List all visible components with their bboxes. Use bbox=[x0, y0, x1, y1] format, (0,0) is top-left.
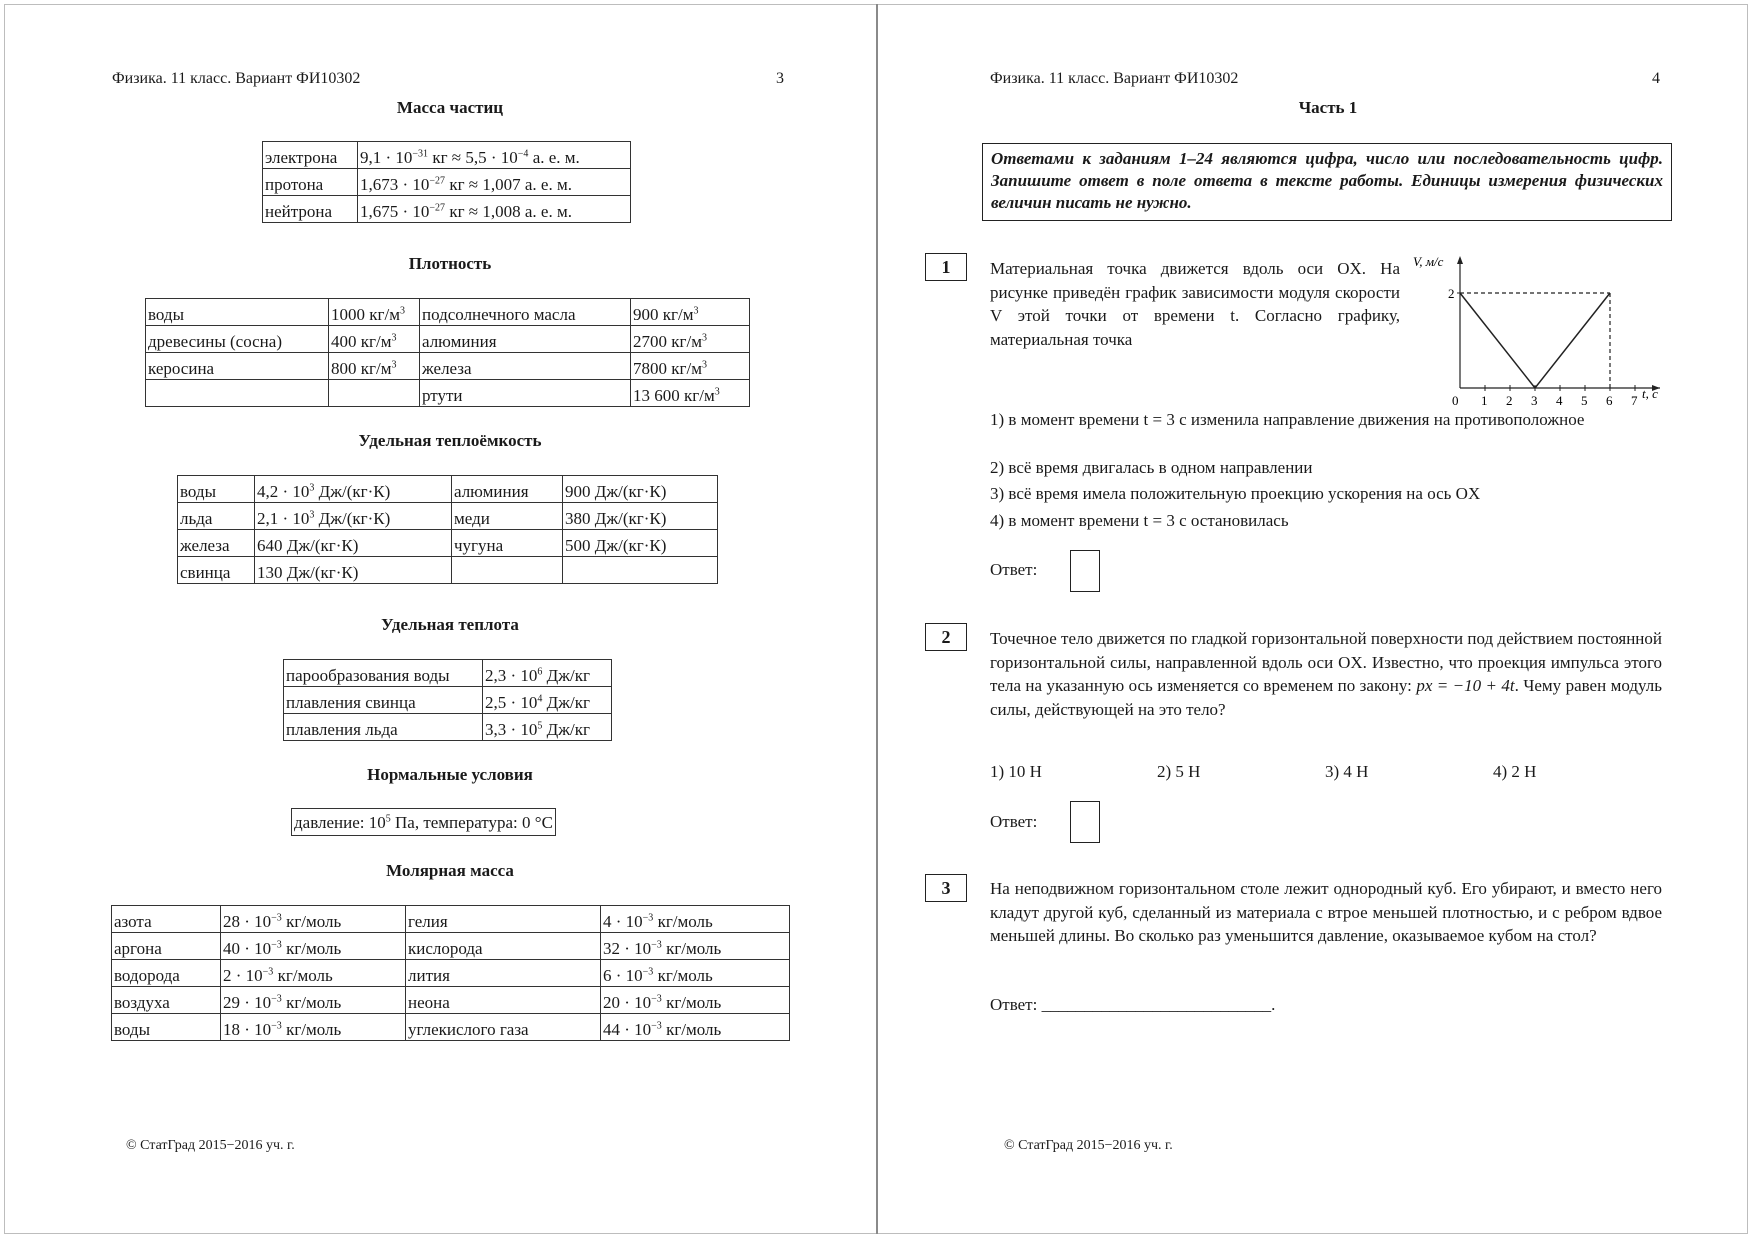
velocity-segment bbox=[1460, 293, 1535, 388]
table-cell: $18 \cdot 10^{-3}$ кг/моль bbox=[221, 1014, 406, 1041]
molar-title: Молярная масса bbox=[386, 861, 514, 880]
table-cell: плавления свинца bbox=[284, 687, 483, 714]
table-cell: 130 Дж/(кг·К) bbox=[255, 557, 452, 584]
mass-value: $1,675 \cdot 10^{-27}$ кг ≈ 1,008 а. е. м. bbox=[358, 196, 631, 223]
table-cell: азота bbox=[112, 906, 221, 933]
table-cell: $28 \cdot 10^{-3}$ кг/моль bbox=[221, 906, 406, 933]
q1-option-4: 4) в момент времени t = 3 с остановилась bbox=[990, 511, 1289, 530]
table-cell: парообразования воды bbox=[284, 660, 483, 687]
table-row bbox=[112, 987, 790, 1014]
table-row bbox=[146, 326, 750, 353]
table-cell: воздуха bbox=[112, 987, 221, 1014]
question-number-2: 2 bbox=[925, 623, 967, 651]
right-footer: © СтатГрад 2015−2016 уч. г. bbox=[1004, 1138, 1173, 1153]
q1-answer-label: Ответ: bbox=[990, 560, 1038, 579]
impulse-formula: px = −10 + 4t bbox=[1416, 676, 1515, 695]
right-page-number: 4 bbox=[1652, 70, 1660, 87]
table-cell: $6 \cdot 10^{-3}$ кг/моль bbox=[601, 960, 790, 987]
table-cell bbox=[563, 557, 718, 584]
table-row bbox=[146, 353, 750, 380]
q2-answer-label: Ответ: bbox=[990, 812, 1038, 831]
table-cell: водорода bbox=[112, 960, 221, 987]
x-tick-label: 6 bbox=[1606, 393, 1613, 408]
table-cell: свинца bbox=[178, 557, 255, 584]
table-cell: аргона bbox=[112, 933, 221, 960]
table-cell: $2 \cdot 10^{-3}$ кг/моль bbox=[221, 960, 406, 987]
table-cell: $40 \cdot 10^{-3}$ кг/моль bbox=[221, 933, 406, 960]
table-cell: $3,3 \cdot 10^5$ Дж/кг bbox=[483, 714, 612, 741]
mass-name: нейтрона bbox=[263, 196, 358, 223]
instruction-box: Ответами к заданиям 1–24 являются цифра, число или последовательность цифр. Запишите ответ в поле ответа в тексте работы. Единицы измерения физических величин писать не нужно. bbox=[982, 143, 1672, 221]
specific-heat-title: Удельная теплота bbox=[381, 615, 519, 634]
part-title: Часть 1 bbox=[1298, 98, 1358, 117]
table-cell: 900 Дж/(кг·К) bbox=[563, 476, 718, 503]
table-row bbox=[112, 933, 790, 960]
specific-heat-table bbox=[283, 659, 612, 741]
velocity-series bbox=[1460, 293, 1610, 388]
density-title: Плотность bbox=[408, 254, 492, 273]
mass-title: Масса частиц bbox=[396, 98, 504, 117]
heat-capacity-title: Удельная теплоёмкость bbox=[358, 431, 542, 450]
normal-title: Нормальные условия bbox=[367, 765, 533, 784]
table-cell: железа bbox=[178, 530, 255, 557]
question-2-text: Точечное тело движется по гладкой горизонтальной поверхности под действием постоянной горизонтальной силы, направленной вдоль оси OX. Известно, что проекция импульса этого тела на указанную ось изменяется со временем по закону: px = −10 + 4t. Чему равен модуль силы, действующей на это тело? bbox=[990, 629, 1663, 719]
table-row bbox=[178, 503, 718, 530]
table-row bbox=[112, 1014, 790, 1041]
table-cell: подсолнечного масла bbox=[420, 299, 631, 326]
table-cell: 900 $кг/м^3$ bbox=[631, 299, 750, 326]
table-cell: $4 \cdot 10^{-3}$ кг/моль bbox=[601, 906, 790, 933]
x-tick-label: 5 bbox=[1581, 393, 1588, 408]
table-cell: древесины (сосна) bbox=[146, 326, 329, 353]
table-cell: $4,2 \cdot 10^3$ Дж/(кг·К) bbox=[255, 476, 452, 503]
right-header: Физика. 11 класс. Вариант ФИ10302 bbox=[990, 70, 1239, 87]
table-cell: 400 $кг/м^3$ bbox=[329, 326, 420, 353]
mass-value: $1,673 \cdot 10^{-27}$ кг ≈ 1,007 а. е. м. bbox=[358, 169, 631, 196]
left-page-number: 3 bbox=[776, 70, 784, 87]
q1-option-1: 1) в момент времени t = 3 с изменила направление движения на противоположное bbox=[990, 410, 1585, 429]
table-cell: 500 Дж/(кг·К) bbox=[563, 530, 718, 557]
question-3-text: На неподвижном горизонтальном столе лежит однородный куб. Его убирают, и вместо него кладут другой куб, сделанный из материала с втрое меньшей плотностью, и с ребром вдвое меньшей длины. Во сколько раз уменьшится давление, оказываемое кубом на стол? bbox=[990, 879, 1662, 945]
table-cell: 13 600 $кг/м^3$ bbox=[631, 380, 750, 407]
y-axis-arrow bbox=[1457, 256, 1463, 264]
question-number-3: 3 bbox=[925, 874, 967, 902]
table-row bbox=[112, 906, 790, 933]
question-1-text: Материальная точка движется вдоль оси OX. На рисунке приведён график зависимости модуля скорости V этой точки от времени t. Согласно графику, материальная точка bbox=[990, 259, 1400, 349]
table-row bbox=[284, 714, 612, 741]
x-tick-label: 4 bbox=[1556, 393, 1563, 408]
table-cell bbox=[452, 557, 563, 584]
table-cell: плавления льда bbox=[284, 714, 483, 741]
table-cell: $44 \cdot 10^{-3}$ кг/моль bbox=[601, 1014, 790, 1041]
q2-answer-box[interactable] bbox=[1070, 801, 1100, 843]
table-cell: кислорода bbox=[406, 933, 601, 960]
table-cell: 640 Дж/(кг·К) bbox=[255, 530, 452, 557]
q2-option-3: 3) 4 Н bbox=[1325, 762, 1369, 781]
table-cell: керосина bbox=[146, 353, 329, 380]
table-cell: 1000 $кг/м^3$ bbox=[329, 299, 420, 326]
table-cell: алюминия bbox=[452, 476, 563, 503]
table-cell: чугуна bbox=[452, 530, 563, 557]
q2-option-2: 2) 5 Н bbox=[1157, 762, 1201, 781]
table-cell: льда bbox=[178, 503, 255, 530]
question-number-1: 1 bbox=[925, 253, 967, 281]
x-tick-label: 2 bbox=[1506, 393, 1513, 408]
table-cell: 800 $кг/м^3$ bbox=[329, 353, 420, 380]
table-cell: $2,5 \cdot 10^4$ Дж/кг bbox=[483, 687, 612, 714]
table-cell: лития bbox=[406, 960, 601, 987]
table-row bbox=[284, 687, 612, 714]
table-cell: ртути bbox=[420, 380, 631, 407]
left-header: Физика. 11 класс. Вариант ФИ10302 bbox=[112, 70, 361, 87]
table-cell: 7800 $кг/м^3$ bbox=[631, 353, 750, 380]
table-row bbox=[178, 476, 718, 503]
mass-table bbox=[262, 141, 631, 223]
x-tick-label: 7 bbox=[1631, 393, 1638, 408]
chart-ticks bbox=[1448, 286, 1638, 408]
molar-table bbox=[111, 905, 790, 1041]
table-cell: алюминия bbox=[420, 326, 631, 353]
table-cell: 380 Дж/(кг·К) bbox=[563, 503, 718, 530]
table-cell: $20 \cdot 10^{-3}$ кг/моль bbox=[601, 987, 790, 1014]
table-cell: гелия bbox=[406, 906, 601, 933]
x-tick-label: 1 bbox=[1481, 393, 1488, 408]
velocity-chart bbox=[1410, 250, 1670, 410]
table-cell: 2700 $кг/м^3$ bbox=[631, 326, 750, 353]
q1-answer-box[interactable] bbox=[1070, 550, 1100, 592]
mass-value: $9,1 \cdot 10^{-31}$ кг ≈ $5,5 \cdot 10^{-4}$ а. е. м. bbox=[358, 142, 631, 169]
table-row bbox=[263, 169, 631, 196]
table-row bbox=[263, 196, 631, 223]
table-row bbox=[112, 960, 790, 987]
q3-answer-line[interactable]: Ответ: ___________________________. bbox=[990, 995, 1276, 1014]
table-row bbox=[284, 660, 612, 687]
table-cell: меди bbox=[452, 503, 563, 530]
table-cell: $29 \cdot 10^{-3}$ кг/моль bbox=[221, 987, 406, 1014]
q1-option-3: 3) всё время имела положительную проекцию ускорения на ось OX bbox=[990, 484, 1481, 503]
mass-name: протона bbox=[263, 169, 358, 196]
normal-conditions-box: давление: $10^5$ Па, температура: 0 °С bbox=[291, 808, 556, 836]
q1-option-2: 2) всё время двигалась в одном направлении bbox=[990, 458, 1313, 477]
q2-option-1: 1) 10 Н bbox=[990, 762, 1042, 781]
table-cell bbox=[146, 380, 329, 407]
x-axis-label: t, c bbox=[1642, 386, 1658, 401]
table-cell: углекислого газа bbox=[406, 1014, 601, 1041]
table-cell: воды bbox=[112, 1014, 221, 1041]
y-axis-label: V, м/с bbox=[1413, 254, 1444, 269]
table-cell: воды bbox=[146, 299, 329, 326]
q2-option-4: 4) 2 Н bbox=[1493, 762, 1537, 781]
table-cell: $32 \cdot 10^{-3}$ кг/моль bbox=[601, 933, 790, 960]
table-cell: $2,1 \cdot 10^3$ Дж/(кг·К) bbox=[255, 503, 452, 530]
heat-capacity-table bbox=[177, 475, 718, 584]
table-row bbox=[178, 557, 718, 584]
table-cell: $2,3 \cdot 10^6$ Дж/кг bbox=[483, 660, 612, 687]
x-tick-label: 3 bbox=[1531, 393, 1538, 408]
density-table bbox=[145, 298, 750, 407]
velocity-segment bbox=[1535, 293, 1610, 388]
y-tick-label: 2 bbox=[1448, 286, 1455, 301]
table-cell bbox=[329, 380, 420, 407]
table-row bbox=[263, 142, 631, 169]
x-tick-label: 0 bbox=[1452, 393, 1459, 408]
table-cell: воды bbox=[178, 476, 255, 503]
table-row bbox=[146, 299, 750, 326]
mass-name: электрона bbox=[263, 142, 358, 169]
table-row bbox=[146, 380, 750, 407]
left-footer: © СтатГрад 2015−2016 уч. г. bbox=[126, 1138, 295, 1153]
table-row bbox=[178, 530, 718, 557]
table-cell: неона bbox=[406, 987, 601, 1014]
table-cell: железа bbox=[420, 353, 631, 380]
